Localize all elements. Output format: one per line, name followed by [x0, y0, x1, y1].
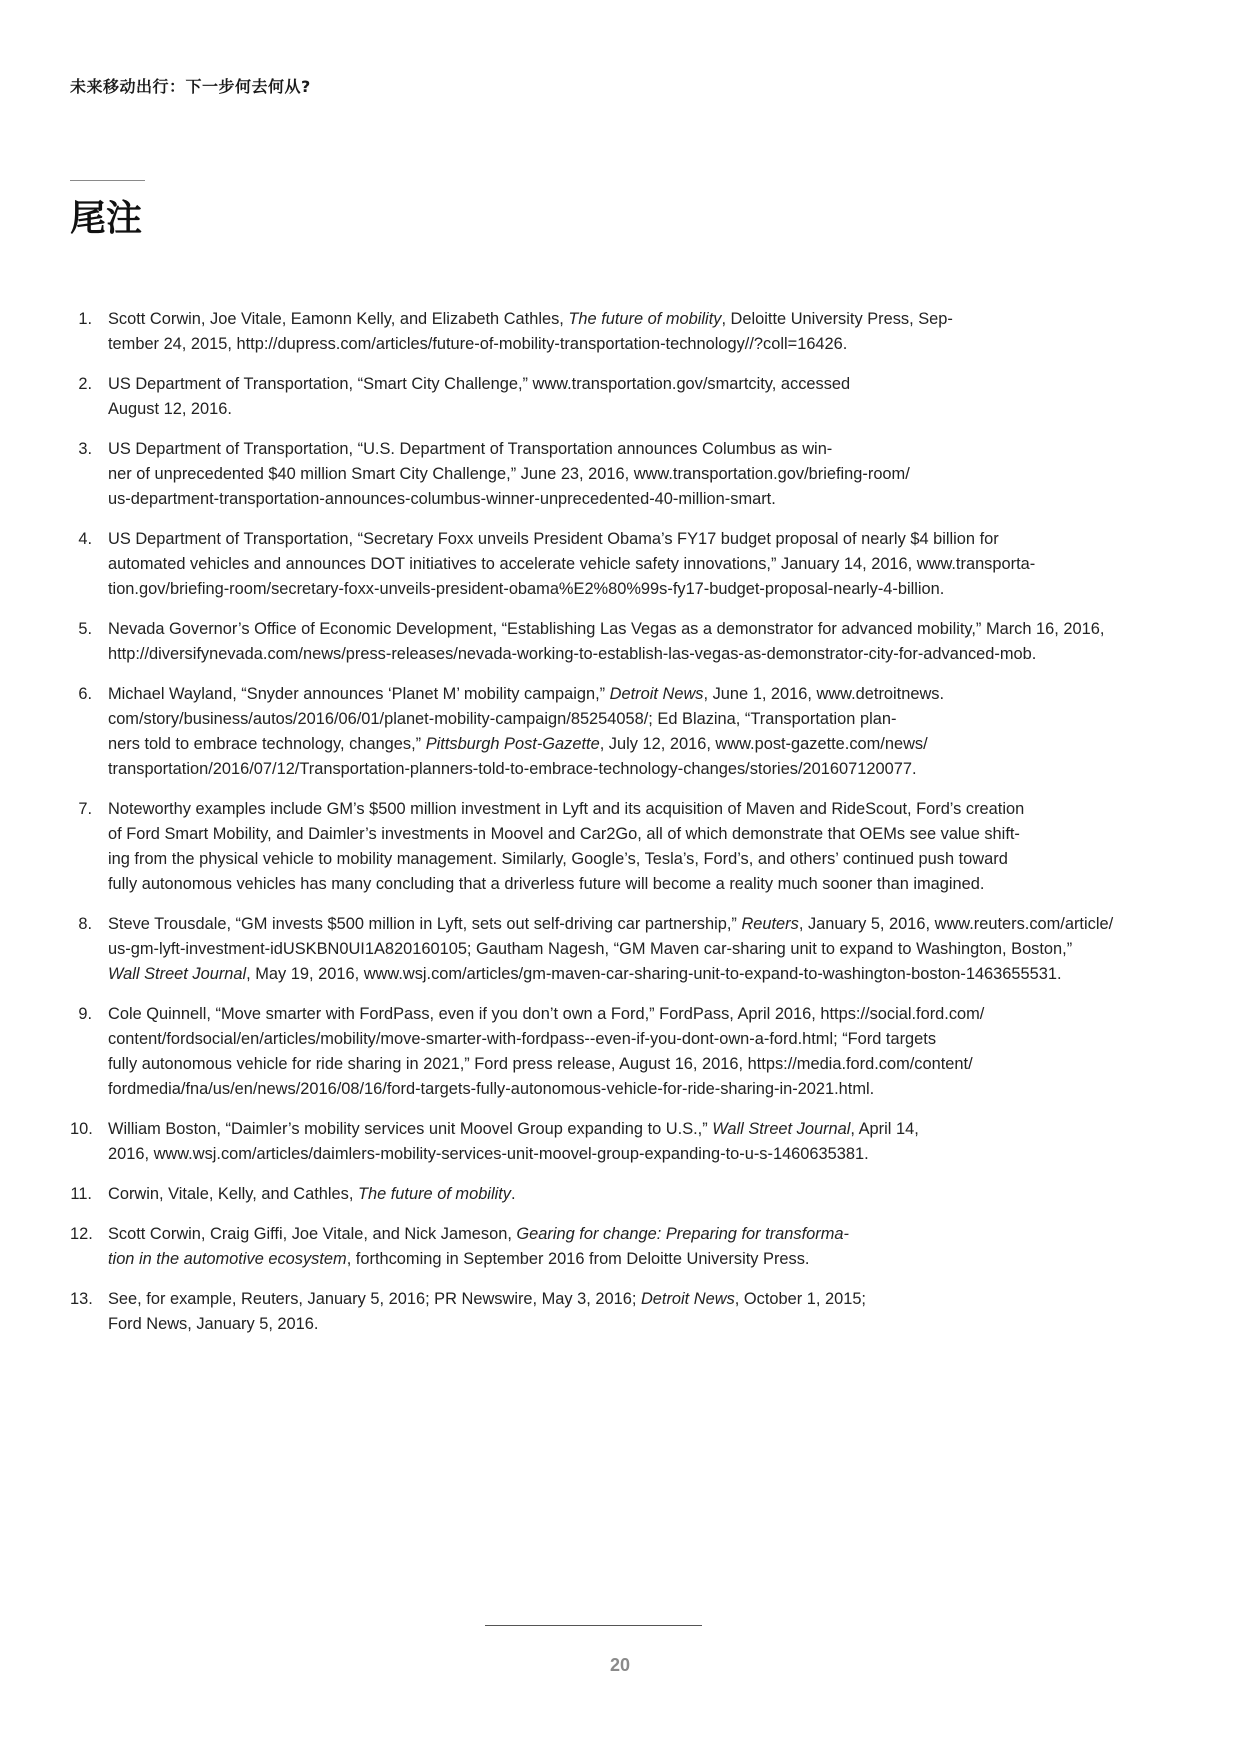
endnote-segment: http://diversifynevada.com/news/press-releases/nevada-working-to-establish-las-vegas-as-demonstrator-city-for-advanced-mob.: [108, 645, 1037, 663]
endnote-segment: Scott Corwin, Joe Vitale, Eamonn Kelly, and Elizabeth Cathles,: [108, 310, 569, 328]
endnote-number: 5.: [78, 620, 92, 638]
endnote-line: [108, 707, 944, 732]
endnote-line: [108, 527, 1035, 552]
endnote-line: [108, 757, 944, 782]
endnote-line: [108, 797, 1024, 822]
endnote-line: [108, 1247, 849, 1272]
endnote-segment: , July 12, 2016, www.post-gazette.com/news/: [599, 735, 928, 753]
page-number: 20: [609, 1655, 631, 1675]
endnote-line: [108, 437, 910, 462]
endnote-text: [108, 1182, 516, 1207]
endnote-text: [108, 1002, 984, 1102]
endnote-line: [108, 872, 1024, 897]
footer-divider: [485, 1625, 702, 1626]
endnote-segment: com/story/business/autos/2016/06/01/planet-mobility-campaign/85254058/; Ed Blazina, “Transportation plan-: [108, 710, 897, 728]
endnote-segment: transportation/2016/07/12/Transportation-planners-told-to-embrace-technology-changes/stories/201607120077.: [108, 760, 917, 778]
endnote-text: [108, 617, 1104, 667]
endnote-text: [108, 1117, 919, 1167]
endnote-segment: , May 19, 2016, www.wsj.com/articles/gm-maven-car-sharing-unit-to-expand-to-washington-boston-1463655531.: [246, 965, 1062, 983]
endnote-text: [108, 912, 1113, 987]
endnote-text: [108, 307, 953, 357]
endnote-line: [108, 372, 850, 397]
endnote-segment: US Department of Transportation, “U.S. Department of Transportation announces Columbus as win-: [108, 440, 833, 458]
endnote-line: [108, 732, 944, 757]
endnote-line: [108, 1222, 849, 1247]
title-divider: [70, 180, 145, 181]
endnote-line: [108, 397, 850, 422]
endnote-segment: Nevada Governor’s Office of Economic Development, “Establishing Las Vegas as a demonstrator for advanced mobility,” March 16, 2016,: [108, 620, 1105, 638]
endnote-line: [108, 617, 1104, 642]
endnote-segment: US Department of Transportation, “Secretary Foxx unveils President Obama’s FY17 budget proposal of nearly $4 billion for: [108, 530, 999, 548]
endnote-line: [108, 642, 1104, 667]
endnote-segment: Michael Wayland, “Snyder announces ‘Planet M’ mobility campaign,”: [108, 685, 610, 703]
endnote-number: 1.: [78, 310, 92, 328]
endnote-segment: ing from the physical vehicle to mobility management. Similarly, Google’s, Tesla’s, Ford’s, and others’ continued push toward: [108, 850, 1008, 868]
endnote-segment: us-department-transportation-announces-columbus-winner-unprecedented-40-million-smart.: [108, 490, 776, 508]
endnote-number: 6.: [78, 685, 92, 703]
endnote-segment: Corwin, Vitale, Kelly, and Cathles,: [108, 1185, 358, 1203]
endnote-segment: automated vehicles and announces DOT initiatives to accelerate vehicle safety innovations,” January 14, 2016, www.transporta-: [108, 555, 1036, 573]
endnote-number: 3.: [78, 440, 92, 458]
endnote-segment: of Ford Smart Mobility, and Daimler’s investments in Moovel and Car2Go, all of which demonstrate that OEMs see value shift-: [108, 825, 1020, 843]
endnote-line: [108, 1312, 866, 1337]
endnote-segment: fordmedia/fna/us/en/news/2016/08/16/ford-targets-fully-autonomous-vehicle-for-ride-sharing-in-2021.html.: [108, 1080, 875, 1098]
endnote-segment: Steve Trousdale, “GM invests $500 million in Lyft, sets out self-driving car partnership,”: [108, 915, 742, 933]
endnote-segment: ners told to embrace technology, changes,”: [108, 735, 426, 753]
endnote-segment: tember 24, 2015, http://dupress.com/articles/future-of-mobility-transportation-technology//?coll=16426.: [108, 335, 848, 353]
endnote-italic-title: The future of mobility: [357, 1185, 511, 1203]
endnote-line: [108, 577, 1035, 602]
endnote-line: [108, 552, 1035, 577]
endnote-segment: , June 1, 2016, www.detroitnews.: [703, 685, 945, 703]
endnote-line: [108, 1142, 919, 1167]
endnote-text: [108, 437, 910, 512]
endnote-segment: Cole Quinnell, “Move smarter with FordPass, even if you don’t own a Ford,” FordPass, April 2016, https://social.ford.com/: [108, 1005, 985, 1023]
endnote-segment: ner of unprecedented $40 million Smart City Challenge,” June 23, 2016, www.transportation.gov/briefing-room/: [108, 465, 910, 483]
endnote-line: [108, 462, 910, 487]
endnote-segment: , April 14,: [850, 1120, 919, 1138]
endnote-line: [108, 822, 1024, 847]
endnote-italic-title: The future of mobility: [568, 310, 722, 328]
endnote-segment: William Boston, “Daimler’s mobility services unit Moovel Group expanding to U.S.,”: [108, 1120, 713, 1138]
endnote-segment: tion.gov/briefing-room/secretary-foxx-unveils-president-obama%E2%80%99s-fy17-budget-proposal-nearly-4-billion.: [108, 580, 945, 598]
endnote-segment: See, for example, Reuters, January 5, 2016; PR Newswire, May 3, 2016;: [108, 1290, 641, 1308]
endnote-segment: Scott Corwin, Craig Giffi, Joe Vitale, and Nick Jameson,: [108, 1225, 517, 1243]
endnote-line: [108, 307, 953, 332]
endnote-segment: Ford News, January 5, 2016.: [108, 1315, 319, 1333]
endnote-text: [108, 1287, 866, 1337]
endnote-text: [108, 1222, 849, 1272]
endnote-italic-title: Detroit News: [609, 685, 704, 703]
endnote-italic-title: tion in the automotive ecosystem: [108, 1250, 347, 1268]
endnote-line: [108, 487, 910, 512]
endnote-segment: content/fordsocial/en/articles/mobility/move-smarter-with-fordpass--even-if-you-dont-own-a-ford.html; “Ford targets: [108, 1030, 937, 1048]
endnote-text: [108, 527, 1035, 602]
endnote-line: [108, 912, 1113, 937]
endnote-line: [108, 1027, 984, 1052]
endnote-text: [108, 372, 850, 422]
endnote-line: [108, 1052, 984, 1077]
endnote-segment: .: [510, 1185, 516, 1203]
endnote-segment: US Department of Transportation, “Smart City Challenge,” www.transportation.gov/smartcity, accessed: [108, 375, 851, 393]
endnote-line: [108, 847, 1024, 872]
endnote-number: 2.: [78, 375, 92, 393]
endnote-segment: 2016, www.wsj.com/articles/daimlers-mobility-services-unit-moovel-group-expanding-to-u-s-1460635381.: [108, 1145, 869, 1163]
endnote-line: [108, 1077, 984, 1102]
endnote-line: [108, 1182, 516, 1207]
endnote-italic-title: Wall Street Journal: [712, 1120, 851, 1138]
endnote-italic-title: Reuters: [741, 915, 799, 933]
endnote-number: 4.: [78, 530, 92, 548]
endnote-segment: , January 5, 2016, www.reuters.com/article/: [798, 915, 1114, 933]
endnote-number: 13.: [70, 1290, 93, 1308]
endnote-number: 12.: [70, 1225, 93, 1243]
endnote-segment: Noteworthy examples include GM’s $500 million investment in Lyft and its acquisition of Maven and RideScout, Ford’s creation: [108, 800, 1025, 818]
endnote-line: [108, 682, 944, 707]
endnote-segment: , forthcoming in September 2016 from Deloitte University Press.: [346, 1250, 810, 1268]
endnote-segment: us-gm-lyft-investment-idUSKBN0UI1A820160105; Gautham Nagesh, “GM Maven car-sharing unit to expand to Washington, Boston,”: [108, 940, 1073, 958]
running-header: 未来移动出行：下一步何去何从?: [70, 77, 311, 96]
endnote-text: [108, 797, 1024, 897]
endnote-number: 9.: [78, 1005, 92, 1023]
endnote-line: [108, 937, 1113, 962]
endnote-text: [108, 682, 944, 782]
endnote-italic-title: Gearing for change: Preparing for transforma-: [516, 1225, 849, 1243]
endnote-number: 8.: [78, 915, 92, 933]
endnote-segment: , October 1, 2015;: [734, 1290, 866, 1308]
endnote-line: [108, 1287, 866, 1312]
endnote-line: [108, 1002, 984, 1027]
endnote-italic-title: Pittsburgh Post-Gazette: [425, 735, 600, 753]
endnote-number: 7.: [78, 800, 92, 818]
page-title: 尾注: [70, 198, 143, 239]
endnote-line: [108, 1117, 919, 1142]
endnote-number: 10.: [70, 1120, 93, 1138]
endnote-segment: August 12, 2016.: [108, 400, 232, 418]
endnote-segment: fully autonomous vehicle for ride sharing in 2021,” Ford press release, August 16, 2016, https://media.ford.com/content/: [108, 1055, 973, 1073]
endnote-segment: , Deloitte University Press, Sep-: [721, 310, 953, 328]
endnote-number: 11.: [70, 1185, 92, 1203]
endnote-italic-title: Detroit News: [640, 1290, 735, 1308]
endnote-italic-title: Wall Street Journal: [108, 965, 247, 983]
endnote-segment: fully autonomous vehicles has many concluding that a driverless future will become a reality much sooner than imagined.: [108, 875, 985, 893]
endnote-line: [108, 962, 1113, 987]
endnote-line: [108, 332, 953, 357]
